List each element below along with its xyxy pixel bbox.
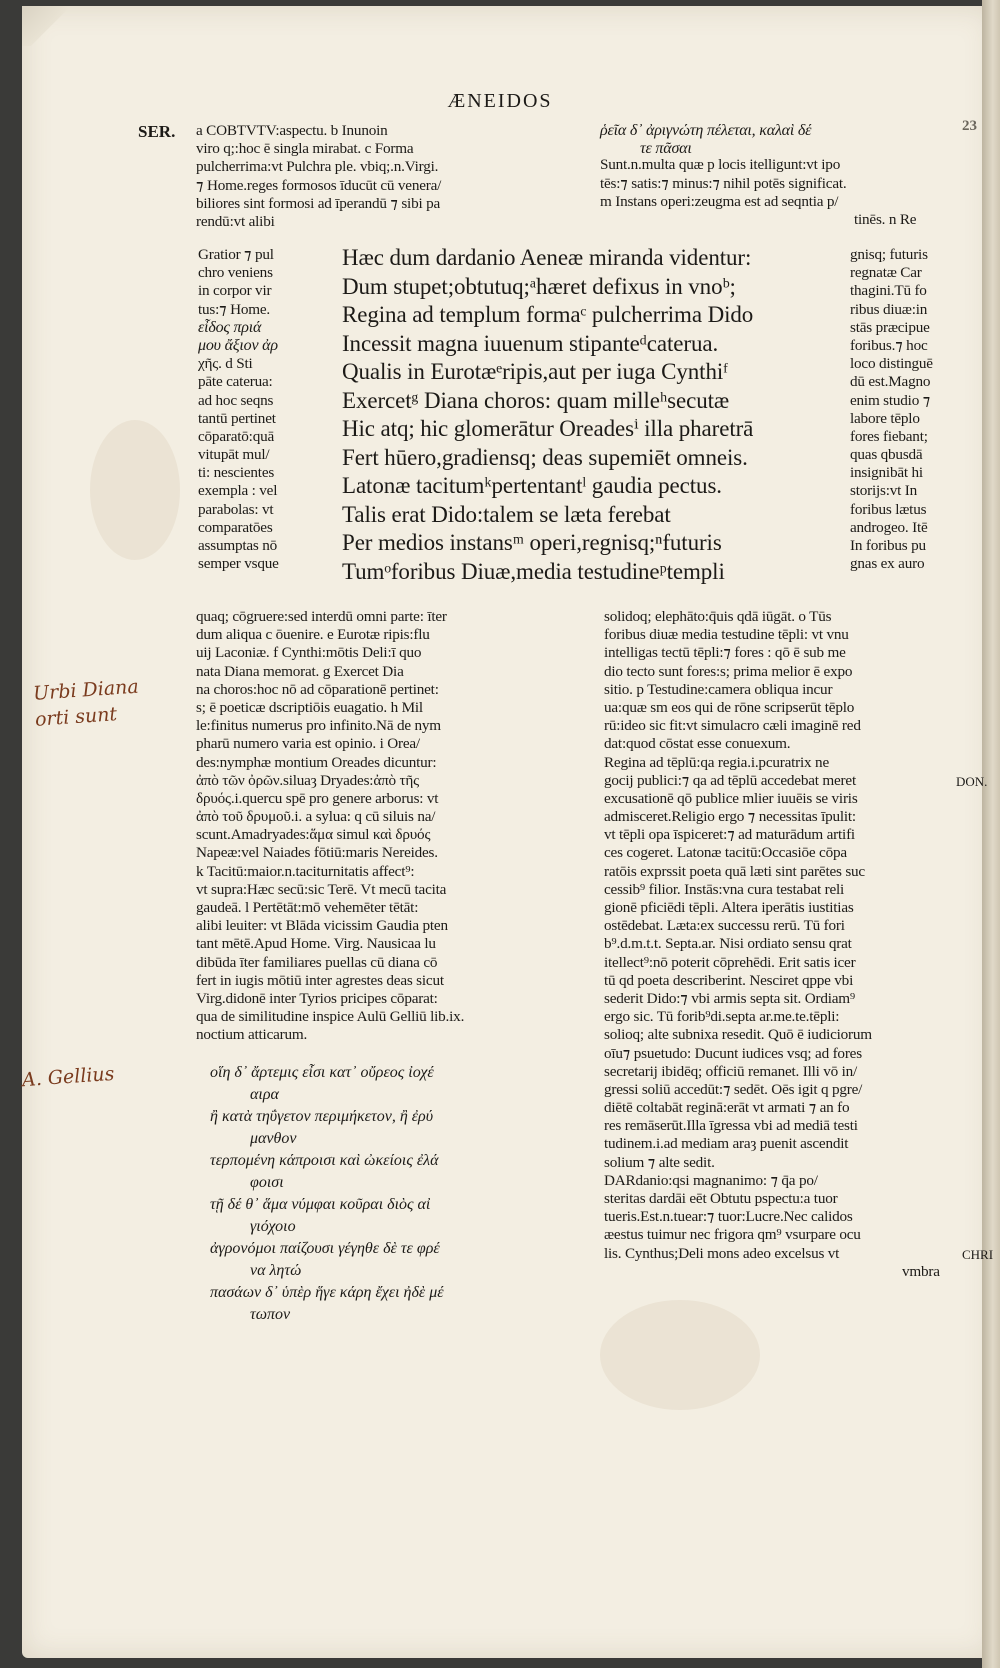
commentary-line: itellect⁹:nō poterit cōprehēdi. Erit satis icer	[604, 953, 856, 971]
greek-line: να λητώ	[250, 1262, 302, 1279]
gloss-line: ti: nescientes	[198, 464, 275, 482]
commentary-line: sitio. p Testudine:camera obliqua incur	[604, 680, 833, 698]
commentary-line: tēs:⁊ satis:⁊ minus:⁊ nihil potēs significat.	[600, 174, 847, 192]
commentary-line: alibi leuiter: vt Blāda vicissim Gaudia pten	[196, 917, 448, 935]
page-edge	[982, 0, 1000, 1668]
greek-line: ῥεῖα δ᾽ ἀριγνώτη πέλεται, καλαὶ δέ	[600, 122, 812, 139]
verse-line: Exercetᵍ Diana choros: quam milleʰsecutæ	[342, 387, 730, 413]
greek-line: τε πᾶσαι	[640, 140, 692, 158]
gloss-line: comparatōes	[198, 518, 273, 536]
greek-line: φοισι	[250, 1174, 284, 1191]
gloss-line: dū est.Magno	[850, 373, 931, 391]
left-signature: SER.	[138, 122, 176, 141]
verse-line: Tumᵒforibus Diuæ,media testudineᵖtempli	[342, 558, 725, 584]
gloss-line: Gratior ⁊ pul	[198, 246, 274, 263]
commentary-line: ostēdebat. Læta:ex successu rerū. Tū fori	[604, 917, 845, 935]
paper-stain	[600, 1300, 760, 1410]
commentary-line: secretarij ibidēq; officiū remanet. Illi vō in/	[604, 1062, 858, 1080]
greek-line: αιρα	[250, 1086, 279, 1103]
commentary-line: dum aliqua c ōuenire. e Eurotæ ripis:flu	[196, 626, 430, 644]
commentary-line: sederit Dido:⁊ vbi armis septa sit. Ordiam⁹	[604, 989, 855, 1007]
verse-line: Latonæ tacitumᵏpertentantˡ gaudia pectus.	[342, 473, 722, 498]
commentary-line: m Instans operi:zeugma est ad seqntia p/	[600, 192, 839, 210]
gloss-line: ad hoc seqns	[198, 391, 274, 409]
greek-line: τερπομένη κάπροισι καὶ ὠκείοις ἐλά	[210, 1152, 439, 1169]
commentary-line: rū:ideo sic fit:vt simulacro cæli imaginē red	[604, 717, 861, 735]
gloss-line: gnas ex auro	[850, 555, 925, 573]
commentary-line: gocij publici:⁊ qa ad tēplū accedebat meret	[604, 771, 856, 789]
gloss-line: foribus.⁊ hoc	[850, 336, 928, 354]
handwritten-note-gellius: A. Gellius	[21, 1062, 116, 1092]
margin-tag-don: DON.	[956, 774, 988, 789]
gloss-line: exempla : vel	[198, 482, 278, 500]
commentary-line: tueris.Est.n.tuear:⁊ tuor:Lucre.Nec calidos	[604, 1208, 853, 1226]
verse-block	[342, 244, 753, 586]
gloss-line: semper vsque	[198, 555, 279, 573]
verse-line: Talis erat Dido:talem se læta ferebat	[342, 501, 671, 527]
commentary-line: vmbra	[902, 1262, 940, 1280]
commentary-line: pharū numero varia est opinio. i Orea/	[196, 735, 420, 753]
commentary-line: DARdanio:qsi magnanimo: ⁊ q̄a po/	[604, 1171, 818, 1189]
commentary-line: na choros:hoc nō ad cōparationē pertinet:	[196, 680, 439, 698]
commentary-line: ἀπὸ τοῦ δρυμοῦ.i. a sylua: q cū siluis na/	[196, 808, 436, 826]
verse-line: Regina ad templum formaᶜ pulcherrima Dido	[342, 302, 754, 327]
gloss-line: tus:⁊ Home.	[198, 300, 271, 318]
commentary-line: rendū:vt alibi	[196, 212, 275, 230]
gloss-line: regnatæ Car	[850, 264, 922, 282]
verse-line: Hæc dum dardanio Aeneæ miranda videntur:	[342, 245, 752, 270]
commentary-line: nata Diana memorat. g Exercet Dia	[196, 662, 404, 680]
commentary-line: quaq; cōgruere:sed interdū omni parte: īter	[196, 608, 447, 625]
commentary-line: cessib⁹ filior. Instās:vna cura testabat reli	[604, 880, 845, 898]
commentary-line: æestus tuimur nec frigora qm⁹ vsurpare ocu	[604, 1226, 861, 1244]
commentary-line: solium ⁊ alte sedit.	[604, 1153, 715, 1171]
commentary-line: tudinem.i.ad mediam araȝ puenit ascendit	[604, 1135, 849, 1153]
gloss-line: ribus diuæ:in	[850, 300, 928, 318]
commentary-line: solidoq; elephāto:q̄uis qdā iūgāt. o Tūs	[604, 608, 832, 625]
commentary-line: ⁊ Home.reges formosos īducūt cū venera/	[196, 176, 442, 194]
gloss-line: foribus lætus	[850, 500, 927, 518]
gloss-line: χῆς. d Sti	[198, 355, 253, 373]
commentary-line: fert in iugis mōtiū inter agrestes deas sicut	[196, 971, 444, 989]
commentary-lower-left	[196, 608, 464, 1045]
commentary-top-left	[196, 122, 441, 231]
commentary-line: le:finitus numerus pro infinito.Nā de nym	[196, 717, 441, 735]
commentary-line: lis. Cynthus;Deli mons adeo excelsus vt	[604, 1244, 840, 1262]
greek-line: τῇ δέ θ᾽ ἅμα νύμφαι κοῦραι διὸς αἰ	[210, 1196, 431, 1213]
gloss-line: chro veniens	[198, 264, 273, 282]
commentary-line: tinēs. n Re	[854, 210, 917, 228]
greek-line: ἀγρονόμοι παίζουσι γέγηθε δὲ τε φρέ	[210, 1240, 440, 1257]
gloss-right-column	[850, 246, 933, 573]
greek-line: μανθον	[250, 1130, 297, 1147]
gloss-line: In foribus pu	[850, 537, 926, 554]
gloss-line: thagini.Tū fo	[850, 282, 927, 300]
commentary-line: foribus diuæ media testudine tēpli: vt vnu	[604, 626, 849, 644]
greek-line: τωπον	[250, 1306, 291, 1323]
verse-line: Per medios instansᵐ operi,regnisq;ⁿfuturis	[342, 530, 722, 555]
commentary-line: ergo sic. Tū forib⁹di.septa ar.me.te.tēpli:	[604, 1008, 840, 1026]
commentary-line: tant mētē.Apud Home. Virg. Nausicaa lu	[196, 935, 436, 953]
commentary-line: res remāserūt.Illa īgressa vbi ad mediā testi	[604, 1117, 858, 1135]
commentary-line: pulcherrima:vt Pulchra ple. vbiq;.n.Virgi.	[196, 158, 439, 176]
margin-tag-chri: CHRI	[962, 1247, 994, 1262]
commentary-line: oīu⁊ psuetudo: Ducunt iudices vsq; ad fores	[604, 1044, 862, 1062]
gloss-line: enim studio ⁊	[850, 391, 931, 409]
commentary-line: vt tēpli opa īspiceret:⁊ ad maturādum artifi	[604, 826, 855, 844]
verse-line: Dum stupet;obtutuq;ᵃhæret defixus in vnoᵇ;	[342, 273, 736, 299]
greek-line: οἵη δ᾽ ἄρτεμις εἶσι κατ᾽ οὔρεος ἰοχέ	[210, 1064, 434, 1081]
commentary-line: diētē coltabāt reginā:erāt vt armati ⁊ an fo	[604, 1099, 850, 1117]
commentary-line: noctium atticarum.	[196, 1026, 308, 1044]
verse-line: Qualis in Eurotæᵉripis,aut per iuga Cynthiᶠ	[342, 359, 728, 384]
commentary-line: gaudeā. l Pertētāt:mō vehemēter tētāt:	[196, 899, 419, 916]
verse-line: Incessit magna iuuenum stipanteᵈcaterua.	[342, 330, 719, 356]
commentary-line: biliores sint formosi ad īperandū ⁊ sibi pa	[196, 194, 441, 212]
verse-line: Hic atq; hic glomerātur Oreadesⁱ illa pharetrā	[342, 416, 754, 441]
gloss-line: εἶδος πριά	[198, 318, 262, 336]
commentary-line: admisceret.Religio ergo ⁊ necessitas īpulit:	[604, 808, 856, 826]
gloss-line: stās præcipue	[850, 318, 930, 336]
commentary-line: gionē pficiēdi tēpli. Altera iperātis iustitias	[604, 899, 854, 916]
commentary-line: des:nymphæ montium Oreades dicuntur:	[196, 753, 437, 771]
gloss-line: cōparatō:quā	[198, 427, 275, 445]
page-mark: 23	[962, 118, 977, 134]
verse-line: Fert hūero,gradiensq; deas supemiēt omneis.	[342, 444, 748, 470]
gloss-line: labore tēplo	[850, 409, 920, 427]
commentary-line: gressi soliū accedūt:⁊ sedēt. Oēs igit q pgre/	[604, 1080, 863, 1098]
commentary-line: ratōis exprssit poeta quā læti sint parētes suc	[604, 862, 865, 880]
gloss-line: in corpor vir	[198, 282, 272, 300]
gloss-line: tantū pertinet	[198, 409, 276, 427]
greek-line: ἢ κατὰ τηΰγετον περιμήκετον, ἢ ἐρύ	[210, 1108, 434, 1125]
commentary-line: a COBTVTV:aspectu. b Inunoin	[196, 122, 388, 139]
gloss-line: insignibāt hi	[850, 464, 923, 482]
commentary-line: Sunt.n.multa quæ p locis itelligunt:vt ipo	[600, 156, 841, 174]
gloss-line: loco distinguē	[850, 355, 933, 373]
gloss-line: fores fiebant;	[850, 427, 928, 445]
handwritten-note-diana: Urbi Diana orti sunt	[32, 675, 140, 731]
commentary-line: viro q;:hoc ē singla mirabat. c Forma	[196, 140, 414, 158]
gloss-line: gnisq; futuris	[850, 246, 928, 263]
commentary-line: k Tacitū:maior.n.taciturnitatis affect⁹:	[196, 862, 415, 880]
gloss-line: androgeo. Itē	[850, 518, 928, 536]
commentary-line: vt supra:Hæc secū:sic Terē. Vt mecū tacita	[196, 880, 447, 898]
commentary-lower-right	[604, 608, 940, 1281]
gloss-line: μου ἄξιον ἀρ	[198, 336, 278, 354]
paper-stain	[90, 420, 180, 560]
commentary-line: δρυός.i.quercu spē pro genere arborus: vt	[196, 789, 439, 807]
commentary-line: ἀπὸ τῶν ὀρῶν.siluaȝ Dryades:ἀπὸ τῆς	[196, 771, 419, 789]
commentary-top-right	[600, 120, 916, 229]
gloss-line: quas qbusdā	[850, 446, 923, 464]
gloss-left-column	[198, 246, 279, 573]
commentary-line: dat:quod cōstat esse conuexum.	[604, 735, 791, 753]
commentary-line: dio tecto sunt fores:s; prima melior ē expo	[604, 662, 853, 680]
gloss-line: parabolas: vt	[198, 500, 274, 518]
greek-quotation	[210, 1062, 444, 1326]
commentary-line: dibūda īter familiares puellas cū diana cō	[196, 953, 438, 971]
commentary-line: intelligas tectū tēpli:⁊ fores : qō ē sub me	[604, 644, 846, 662]
commentary-line: b⁹.d.m.t.t. Septa.ar. Nisi ordiato sensu qrat	[604, 935, 852, 953]
gloss-line: vitupāt mul/	[198, 446, 270, 464]
gloss-line: pāte caterua:	[198, 373, 273, 391]
commentary-line: ces cogeret. Latonæ tacitū:Occasiōe cōpa	[604, 844, 847, 862]
gloss-line: storijs:vt In	[850, 482, 918, 500]
commentary-line: s; ē poeticæ dscriptiōis euagatio. h Mil	[196, 698, 423, 716]
commentary-line: Napeæ:vel Naiades fōtiū:maris Nereides.	[196, 844, 438, 862]
greek-line: πασάων δ᾽ ὑπὲρ ἥγε κάρη ἔχει ἠδὲ μέ	[210, 1284, 444, 1301]
greek-line: γιόχοιο	[250, 1218, 296, 1235]
commentary-line: tū qd poeta describerint. Nesciret qppe vbi	[604, 971, 854, 989]
running-head: ÆNEIDOS	[447, 90, 553, 112]
gloss-line: assumptas nō	[198, 537, 278, 554]
commentary-line: Virg.didonē inter Tyrios pricipes cōparat:	[196, 989, 438, 1007]
page-corner-fold	[22, 6, 70, 46]
commentary-line: solioq; alte subnixa resedit. Quō ē iudiciorum	[604, 1026, 872, 1044]
commentary-line: qua de similitudine inspice Aulū Gelliū lib.ix.	[196, 1008, 465, 1026]
commentary-line: excusationē qō publice mlier iuuēis se viris	[604, 789, 858, 807]
commentary-line: steritas dardāi eēt Obtutu pspectu:a tuor	[604, 1190, 838, 1207]
commentary-line: ua:quæ sm eos qui de rōne scripserūt tēplo	[604, 698, 855, 716]
commentary-line: scunt.Amadryades:ἅμα simul καὶ δρυός	[196, 826, 431, 844]
commentary-line: uij Laconiæ. f Cynthi:mōtis Deli:ī quo	[196, 644, 422, 662]
commentary-line: Regina ad tēplū:qa regia.i.pcuratrix ne	[604, 753, 829, 771]
